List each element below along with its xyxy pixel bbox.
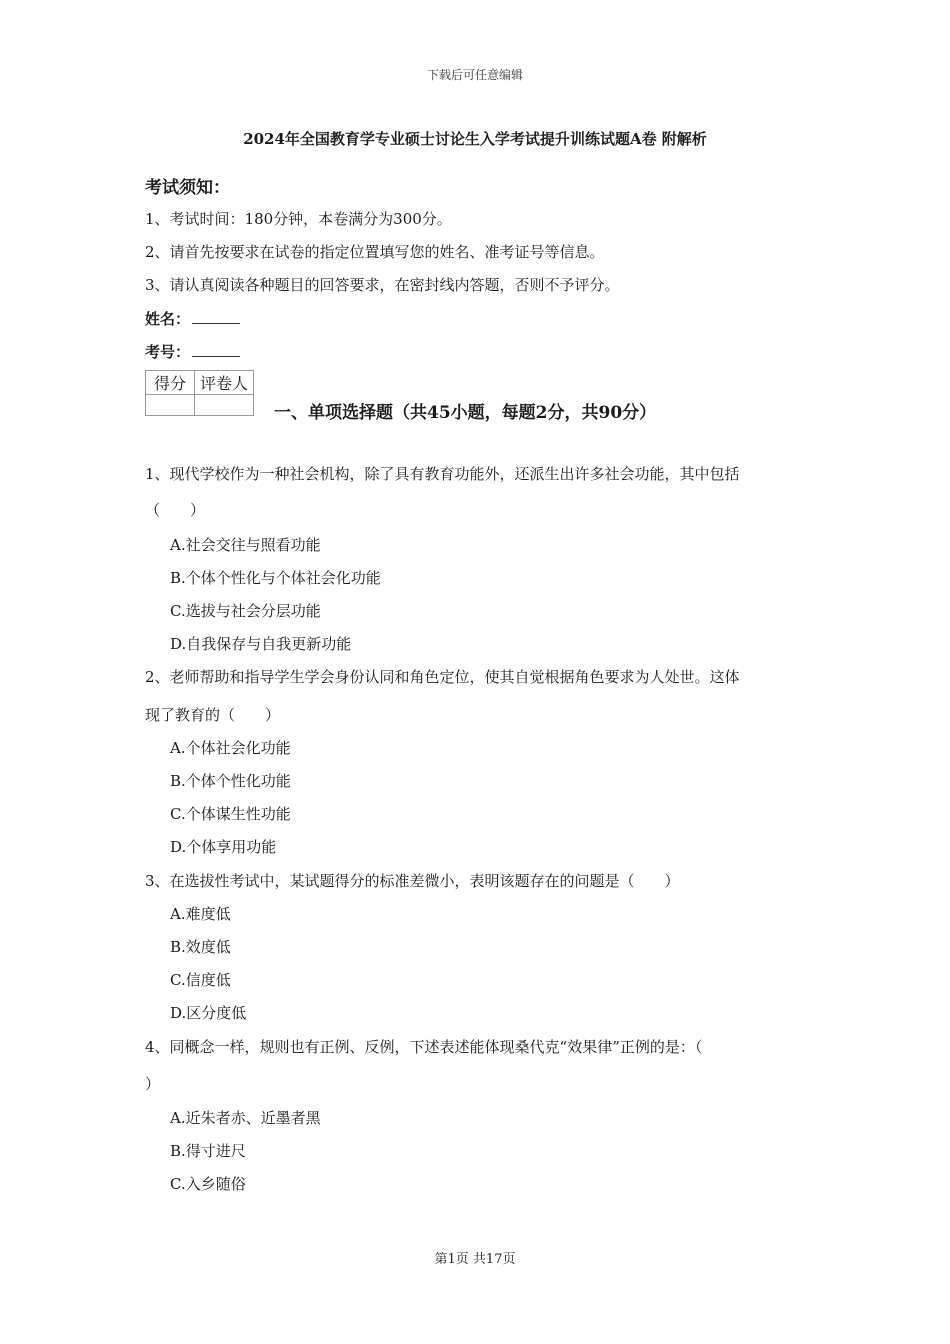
question-2-option-a: A.个体社会化功能 — [170, 739, 291, 757]
score-table — [145, 370, 254, 416]
name-blank[interactable] — [192, 309, 240, 324]
notice-item: 1、考试时间：180分钟，本卷满分为300分。 — [145, 210, 452, 228]
question-4-option-a: A.近朱者赤、近墨者黑 — [170, 1109, 321, 1127]
question-4-text: 4、同概念一样，规则也有正例、反例，下述表述能体现桑代克“效果律”正例的是：（ — [145, 1038, 703, 1056]
question-4-option-b: B.得寸进尺 — [170, 1142, 246, 1160]
question-3-option-c: C.信度低 — [170, 971, 231, 989]
notice-item: 2、请首先按要求在试卷的指定位置填写您的姓名、准考证号等信息。 — [145, 243, 605, 261]
score-cell[interactable] — [146, 395, 195, 416]
page-footer: 第1页 共17页 — [434, 1252, 516, 1267]
question-2-text-cont: 现了教育的（ ） — [145, 706, 281, 724]
question-2-option-c: C.个体谋生性功能 — [170, 805, 291, 823]
name-field — [145, 308, 240, 329]
question-1-blank: （ ） — [145, 501, 206, 519]
id-blank[interactable] — [192, 342, 240, 357]
question-3-option-a: A.难度低 — [170, 905, 231, 923]
question-1-option-b: B.个体个性化与个体社会化功能 — [170, 569, 381, 587]
question-3-text: 3、在选拔性考试中，某试题得分的标准差微小，表明该题存在的问题是（ ） — [145, 872, 680, 890]
grader-cell[interactable] — [195, 395, 254, 416]
id-label: 考号： — [145, 343, 191, 361]
question-1-option-c: C.选拔与社会分层功能 — [170, 602, 321, 620]
section-title: 一、单项选择题（共45小题，每题2分，共90分） — [274, 403, 657, 423]
notice-heading: 考试须知： — [145, 178, 230, 198]
question-1-option-d: D.自我保存与自我更新功能 — [170, 635, 352, 653]
question-3-option-d: D.区分度低 — [170, 1004, 247, 1022]
question-1-option-a: A.社会交往与照看功能 — [170, 536, 321, 554]
question-3-option-b: B.效度低 — [170, 938, 231, 956]
document-title: 2024年全国教育学专业硕士讨论生入学考试提升训练试题A卷 附解析 — [243, 130, 707, 148]
question-2-option-d: D.个体享用功能 — [170, 838, 277, 856]
name-label: 姓名： — [145, 310, 191, 328]
grader-header: 评卷人 — [195, 371, 254, 395]
question-2-option-b: B.个体个性化功能 — [170, 772, 291, 790]
header-note: 下载后可任意编辑 — [426, 68, 523, 82]
id-field — [145, 341, 240, 362]
notice-item: 3、请认真阅读各种题目的回答要求，在密封线内答题，否则不予评分。 — [145, 276, 620, 294]
question-2-text: 2、老师帮助和指导学生学会身份认同和角色定位，使其自觉根据角色要求为人处世。这体 — [145, 668, 740, 686]
question-1-text: 1、现代学校作为一种社会机构，除了具有教育功能外，还派生出许多社会功能，其中包括 — [145, 465, 740, 483]
question-4-option-c: C.入乡随俗 — [170, 1175, 246, 1193]
question-4-text-cont: ） — [145, 1075, 161, 1093]
score-header: 得分 — [146, 371, 195, 395]
